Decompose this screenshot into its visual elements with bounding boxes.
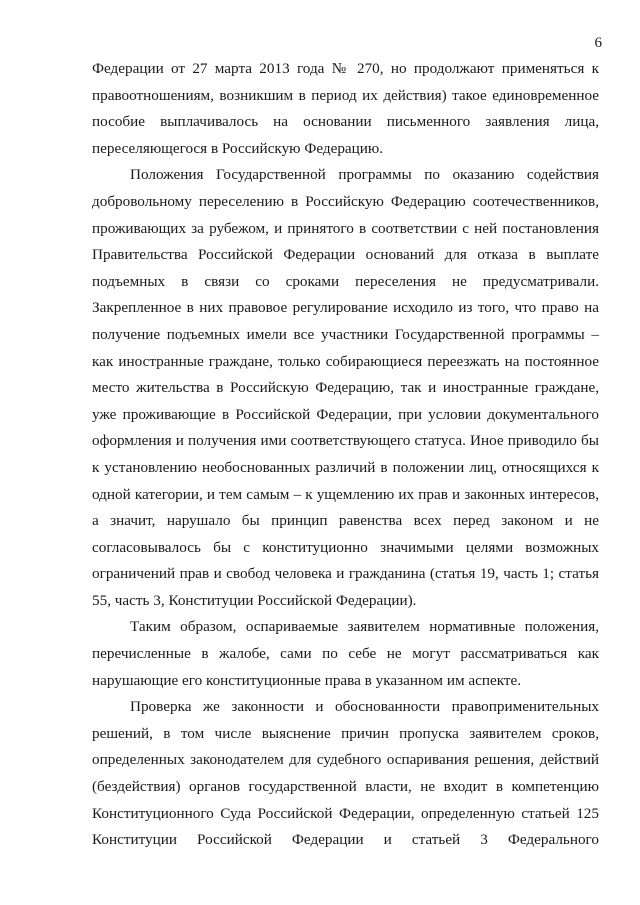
text-line: правоотношениям, возникшим в период их действия) такое единовременное	[92, 86, 599, 104]
text-line: ограничений прав и свобод человека и гражданина (статья 19, часть 1; статья	[92, 565, 599, 583]
text-line: добровольному переселению в Российскую Федерацию соотечественников,	[92, 192, 599, 210]
text-line: получение подъемных имели все участники Государственной программы –	[92, 325, 599, 343]
text-line: Закрепленное в них правовое регулирование исходило из того, что право на	[92, 299, 599, 317]
text-line: Конституционного Суда Российской Федерации, определенную статьей 125	[92, 804, 599, 822]
text-line: Правительства Российской Федерации оснований для отказа в выплате	[92, 246, 599, 264]
text-line: определенных законодателем для судебного оспаривания решения, действий	[92, 751, 599, 769]
text-line: 55, часть 3, Конституции Российской Федерации).	[92, 591, 417, 609]
text-line: переселяющегося в Российскую Федерацию.	[92, 139, 384, 157]
text-line: решений, в том числе выяснение причин пропуска заявителем сроков,	[92, 724, 599, 742]
text-line: Положения Государственной программы по оказанию содействия	[130, 166, 599, 184]
document-body	[92, 56, 599, 854]
text-line: пособие выплачивалось на основании письменного заявления лица,	[92, 113, 599, 131]
text-line: (бездействия) органов государственной власти, не входит в компетенцию	[92, 778, 599, 796]
text-line: Таким образом, оспариваемые заявителем нормативные положения,	[130, 618, 599, 636]
text-line: нарушающие его конституционные права в указанном им аспекте.	[92, 671, 522, 689]
text-line: Федерации от 27 марта 2013 года № 270, но продолжают применяться к	[92, 60, 599, 77]
text-line: Проверка же законности и обоснованности правоприменительных	[130, 698, 599, 716]
text-line: одной категории, и тем самым – к ущемлению их прав и законных интересов,	[92, 485, 599, 503]
text-line: уже проживающие в Российской Федерации, при условии документального	[92, 405, 599, 423]
text-line: перечисленные в жалобе, сами по себе не могут рассматриваться как	[92, 645, 599, 663]
text-line: оформления и получения ими соответствующего статуса. Иное приводило бы	[92, 432, 599, 450]
text-line: согласовывалось бы с конституционно значимыми целями возможных	[92, 538, 599, 556]
text-line: Конституции Российской Федерации и статьей 3 Федерального	[92, 831, 599, 849]
text-line: к установлению необоснованных различий в положении лиц, относящихся к	[92, 458, 599, 476]
text-line: как иностранные граждане, только собирающиеся переезжать на постоянное	[92, 352, 599, 370]
text-line: подъемных в связи со сроками переселения не предусматривали.	[92, 272, 599, 290]
page-number: 6	[594, 35, 602, 51]
text-line: проживающих за рубежом, и принятого в соответствии с ней постановления	[92, 219, 599, 237]
text-line: место жительства в Российскую Федерацию, так и иностранные граждане,	[92, 379, 599, 397]
text-line: а значит, нарушало бы принцип равенства всех перед законом и не	[92, 512, 599, 530]
